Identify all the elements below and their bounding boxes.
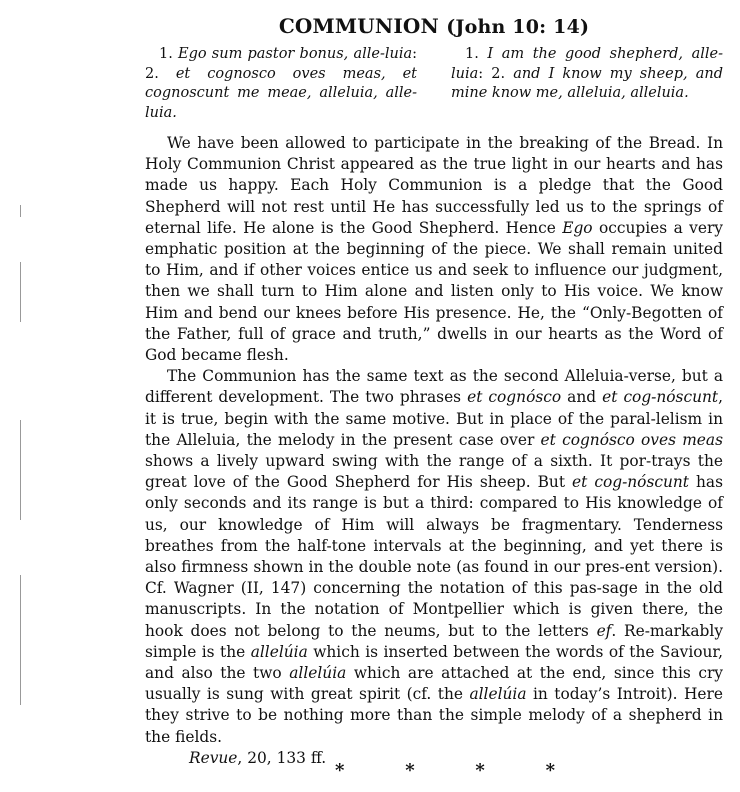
divider-star: * — [335, 760, 345, 781]
paragraph-2 — [145, 366, 723, 748]
english-verse-1: I am the good shepherd, alle-luia — [451, 46, 723, 82]
text-run: in today’s Introit). Here they strive to be nothing more than the simple melody of a shepherd in the fields. — [145, 685, 723, 746]
text-run: shows a lively upward swing with the range of a sixth. It por-trays the great love of the Good Shepherd for His sheep. But — [145, 452, 723, 492]
emphasis: Ego — [562, 218, 593, 237]
latin-text — [145, 45, 417, 123]
divider-star: * — [405, 760, 415, 781]
text-run: , it is true, begin with the same motive. But in place of the paral-lelism in the Alleluia, the melody in the present case over — [145, 388, 723, 449]
citation-detail: , 20, 133 ff. — [237, 748, 327, 767]
document-page — [145, 12, 723, 769]
separator: : — [412, 46, 418, 62]
emphasis: et cognósco — [467, 388, 562, 407]
emphasis: allelúia — [250, 642, 308, 661]
text-run: The Communion has the same text as the second Alleluia-verse, but a different development. The two phrases — [145, 367, 723, 407]
latin-verse-1: Ego sum pastor bonus, alle-luia — [178, 46, 413, 62]
text-run: and — [561, 388, 603, 407]
emphasis: et cognósco oves meas — [540, 430, 723, 449]
chant-text-columns — [145, 45, 723, 123]
citation-title: Revue — [189, 748, 238, 767]
emphasis: et cog-nóscunt — [572, 473, 689, 492]
margin-rule — [20, 205, 21, 217]
text-run: occupies a very emphatic position at the beginning of the piece. We shall remain united to Him, and if other voices entice us and seek to influence our judgment, then we shall turn to Him alone and listen only to His voice. We know Him and bend our knees before His presence. He, the “Only-Begotten of the Father, full of grace and truth,” dwells in our hearts as the Word of God became flesh. — [145, 218, 723, 365]
english-verse-2: and I know my sheep, and mine know me, alleluia, alleluia. — [451, 65, 723, 101]
title-main: COMMUNION — [278, 14, 440, 38]
emphasis: allelúia — [289, 664, 347, 683]
paragraph-1 — [145, 133, 723, 366]
separator: : — [478, 65, 492, 82]
text-run: We have been allowed to participate in the breaking of the Bread. In Holy Communion Christ appeared as the true light in our hearts and has made us happy. Each Holy Communion is a pledge that the Good Shepherd will not rest until He has successfully led us to the springs of eternal life. He alone is the Good Shepherd. Hence — [145, 134, 723, 237]
verse-number: 2. — [491, 65, 506, 82]
title-reference: (John 10: 14) — [446, 16, 590, 38]
emphasis: ef — [596, 621, 612, 640]
emphasis: et cog-nóscunt — [602, 388, 719, 407]
latin-verse-2: et cognosco oves meas, et cognoscunt me meae, alleluia, alle-luia. — [145, 65, 418, 121]
divider-star: * — [475, 760, 485, 781]
divider-star: * — [545, 760, 555, 781]
section-divider — [335, 760, 555, 781]
page-title — [145, 12, 723, 41]
margin-rule — [20, 575, 21, 705]
text-run: has only seconds and its range is but a third: compared to His knowledge of us, our knowledge of Him will always be fragmentary. Tenderness breathes from the half-tone intervals at the beginning, and yet there is also firmness shown in the double note (as found in our pres-ent version). Cf. Wagner (II, 147) concerning the notation of this pas-sage in the old manuscripts. In the notation of Montpellier which is given there, the hook does not belong to the neums, but to the letters — [145, 473, 723, 640]
commentary — [145, 133, 723, 769]
emphasis: allelúia — [469, 685, 527, 704]
margin-rule — [20, 420, 21, 520]
text-run: which is inserted between the words of the Saviour, and also the two — [145, 642, 723, 683]
verse-number: 1. — [159, 46, 173, 62]
text-run: . Re-markably simple is the — [145, 621, 724, 661]
verse-number: 2. — [145, 65, 159, 82]
text-run: which are attached at the end, since this cry usually is sung with great spirit (cf. the — [145, 664, 723, 704]
margin-rule — [20, 262, 21, 322]
verse-number: 1. — [465, 46, 479, 62]
english-text — [451, 45, 723, 123]
